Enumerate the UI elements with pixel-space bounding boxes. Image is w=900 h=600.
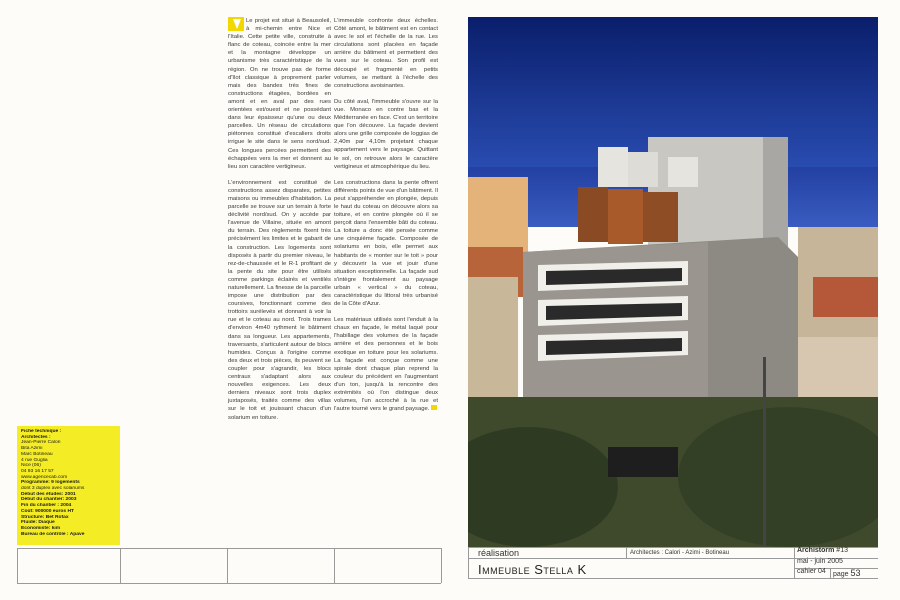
- article-column-2: [334, 17, 438, 421]
- footer-rule: [468, 578, 878, 579]
- fiche-line: Bureau de contrôle : Apave: [21, 531, 85, 537]
- issue-number: #13: [836, 547, 848, 554]
- cahier-label: cahier 04: [797, 568, 826, 575]
- page-number: [833, 568, 861, 578]
- article-paragraph: Les constructions dans la pente offrent différents points de vue d'un bâtiment. Il peut s'appréhender en plongée, depuis le haut du coteau on découvre alors sa toiture, et en contre plongée où il se perçoit dans l'ensemble bâti du coteau. La toiture a donc été pensée comme une cinquième façade. Composée de solariums en bois, elle permet aux habitants de « monter sur le toit » pour y découvrir la vue et jouir d'une situation exceptionnelle. La façade sud s'intègre frontalement au paysage urbain « vertical » du coteau, caractéristique du littoral très urbanisé de la Côte d'Azur.: [334, 179, 438, 308]
- article-paragraph: L'immeuble confronte deux échelles. Côté amont, le bâtiment est en contact avec le sol et l'échelle de la rue. Les circulations sont placées en façade arrière du bâtiment et permettent des vues sur le coteau. Son profil est découpé et fragmenté en petits volumes, se mettant à l'échelle des constructions avoisinantes.: [334, 18, 438, 89]
- building-photo: [468, 17, 878, 547]
- grid-rule: [17, 548, 441, 549]
- fiche-line: Fin du chantier : 2004: [21, 503, 72, 509]
- grid-rule: [441, 548, 442, 583]
- fiche-line: Coût: 900000 euros HT: [21, 508, 74, 514]
- grid-rule: [120, 548, 121, 583]
- fiche-technique-box: [17, 426, 120, 545]
- grid-rule: [334, 548, 335, 583]
- article-paragraph: Le projet est situé à Beausoleil, à mi-chemin entre Nice et l'Italie. Cette petite ville, construite à flanc de coteau, coincée entre la mer et la montagne développe un urbanisme très caractéristique de la région. On ne trouve pas de forme d'îlot classique à proprement parler mais des bandes très fines de constructions étagées, bordées en amont et en aval par des rues orientées est/ouest et ne possédant dans leur épaisseur qu'une ou deux parcelles. Un réseau de circulations piétonnes constitué d'escaliers droits irrigue le site dans le sens nord/sud. Ces longues percées permettent des échappées vers la mer et donnent au lieu son caractère vertigineux.: [228, 18, 331, 170]
- fiche-line: Début du chantier: 2003: [21, 497, 77, 503]
- fiche-line: Programme: 9 logements: [21, 480, 80, 486]
- fiche-line: Fluide: Diaque: [21, 520, 55, 526]
- footer-rule: [468, 547, 469, 578]
- building-photo-illustration: [468, 17, 878, 547]
- grid-rule: [17, 548, 18, 583]
- issue-date: mai - juin 2005: [797, 558, 843, 565]
- footer-rule: [626, 547, 627, 558]
- fiche-line: Marc Botineau: [21, 451, 53, 457]
- page-number-value: 53: [850, 568, 861, 578]
- footer-rule: [830, 568, 831, 578]
- grid-rule: [17, 583, 441, 584]
- article-paragraph: Du côté aval, l'immeuble s'ouvre sur la vue. Monaco en contre bas et la Méditerranée en face. C'est un territoire que l'on découvre. La façade devient alors une grille composée de loggias de 2,40m par 4,10m projetant chaque appartement vers le paysage. Quittant le sol, on retrouve alors le caractère vertigineux et atmosphérique du lieu.: [334, 98, 438, 170]
- fiche-line: Structure: Bet Rofax: [21, 514, 69, 520]
- footer-rule: [794, 547, 795, 578]
- article-paragraph: Les matériaux utilisés sont l'enduit à la chaux en façade, le métal laqué pour l'habillage des volumes de la façade arrière et des personnes et le bois exotique en toiture pour les solariums. La façade est conçue comme une spirale dont chaque plan reprend la couleur du précédent en l'augmentant d'un ton, jusqu'à la rencontre des extrémités où l'on distingue deux volumes, l'un accroché à la rue et l'autre tourné vers le grand paysage.: [334, 317, 438, 413]
- fiche-line: 4 rue Guglia: [21, 457, 48, 463]
- article-paragraph: L'environnement est constitué de constructions assez disparates, petites maisons ou immeubles d'habitation. La parcelle se trouve sur un terrain à forte déclivité nord/sud. On y accède par l'avenue de Villaine, située en amont du terrain. Des règlements fixent très précisément les limites et le gabarit de la construction. Les logements sont disposés à partir du premier niveau, le rez-de-chaussée et le R-1 profitant de la pente du site pour être utilisés comme parkings éclairés et ventilés naturellement. La finesse de la parcelle impose une distribution par des coursives, fonctionnant comme des trottoirs surélevés et donnant à voir la rue et le coteau au nord. Trois trames d'environ 4m40 rythment le bâtiment dans sa longueur. Les appartements, traversants, s'articulent autour de blocs humides. Conçus à l'origine comme des deux et trois pièces, ils peuvent se coupler pour s'agrandir, les blocs centraux s'adaptant alors aux nouvelles exigences. Les deux derniers niveaux sont trois duplex juxtaposés, traités comme des villas sur le toit et jouissant chacun d'un solarium en toiture.: [228, 179, 331, 421]
- end-mark-icon: [431, 405, 437, 410]
- lightning-logo-icon: [228, 17, 244, 31]
- grid-rule: [227, 548, 228, 583]
- fiche-line: Jean-Pierre Calori: [21, 440, 61, 446]
- fiche-line: dont 3 duplex avec solariums: [21, 486, 85, 492]
- fiche-line: www.agencecab.com: [21, 474, 68, 480]
- page-label: page: [833, 571, 849, 578]
- fiche-line: Economiste: kim: [21, 525, 61, 531]
- fiche-line: Architectes :: [21, 434, 51, 440]
- magazine-name: [797, 547, 848, 554]
- magazine-title: Archistorm: [797, 547, 835, 554]
- project-title: Immeuble Stella K: [478, 562, 587, 577]
- fiche-line: Fiche technique :: [21, 429, 62, 434]
- fiche-line: Bita Azimi: [21, 446, 43, 452]
- architects-credit: Architectes : Calori - Azimi - Botineau: [630, 550, 730, 556]
- article-column-1: [228, 17, 331, 430]
- fiche-line: Début des études: 2001: [21, 491, 76, 497]
- fiche-line: 04 93 16 17 57: [21, 468, 54, 474]
- fiche-line: Nice (06): [21, 463, 41, 469]
- section-label: réalisation: [478, 548, 520, 558]
